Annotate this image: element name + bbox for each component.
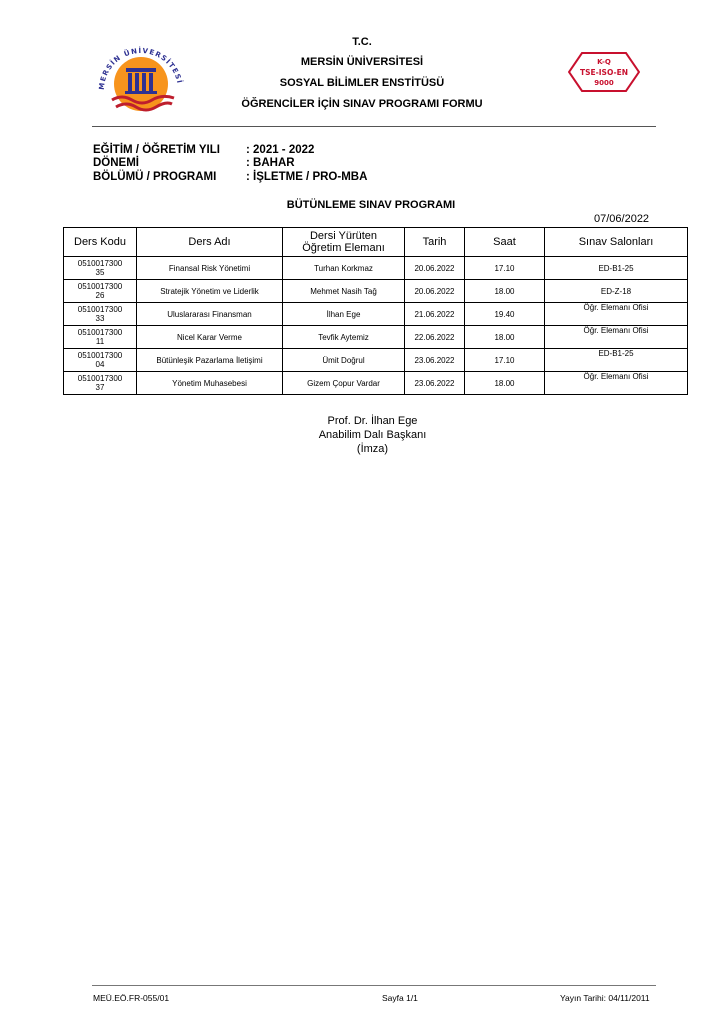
year-value: : 2021 - 2022 [246, 144, 315, 156]
lecturer-cell: Tevfik Aytemiz [283, 326, 405, 349]
course-code-main: 0510017300 [77, 259, 123, 268]
course-name-cell: Finansal Risk Yönetimi [137, 257, 283, 280]
course-code-main: 0510017300 [77, 328, 123, 337]
header-form-title: ÖĞRENCİLER İÇİN SINAV PROGRAMI FORMU [241, 98, 483, 110]
header-university: MERSİN ÜNİVERSİTESİ [300, 56, 424, 68]
header-room: Sınav Salonları [545, 228, 688, 257]
footer-divider [92, 985, 656, 986]
course-code-suffix: 11 [95, 337, 105, 346]
lecturer-cell: İlhan Ege [283, 303, 405, 326]
header-course-code: Ders Kodu [64, 228, 137, 257]
tse-iso-certificate-icon [568, 52, 640, 92]
signature-note: (İmza) [356, 443, 389, 455]
room-cell: Öğr. Elemanı Ofisi [545, 326, 688, 349]
course-code-suffix: 35 [95, 268, 105, 277]
date-cell: 21.06.2022 [405, 303, 465, 326]
course-name-cell: Bütünleşik Pazarlama İletişimi [137, 349, 283, 372]
course-code-suffix: 26 [95, 291, 105, 300]
course-code-main: 0510017300 [77, 374, 123, 383]
footer-form-code: MEÜ.EÖ.FR-055/01 [93, 993, 170, 1003]
section-title: BÜTÜNLEME SINAV PROGRAMI [286, 199, 456, 211]
course-code-main: 0510017300 [77, 305, 123, 314]
term-value: : BAHAR [246, 157, 295, 169]
header-lecturer-line1: Dersi Yürüten [309, 230, 378, 242]
header-date: Tarih [405, 228, 465, 257]
date-cell: 20.06.2022 [405, 280, 465, 303]
room-cell: ED-B1-25 [545, 257, 688, 280]
year-label: EĞİTİM / ÖĞRETİM YILI [93, 144, 220, 156]
logo-ring-text: MERSİN ÜNİVERSİTESİ [97, 46, 184, 91]
header-course-name: Ders Adı [137, 228, 283, 257]
header-institute: SOSYAL BİLİMLER ENSTİTÜSÜ [279, 77, 445, 89]
table-header-row [64, 228, 688, 257]
course-code-main: 0510017300 [77, 282, 123, 291]
certificate-line1: K-Q [597, 58, 611, 66]
course-code-cell [64, 349, 137, 372]
course-name-cell: Uluslararası Finansman [137, 303, 283, 326]
table-row [64, 349, 688, 372]
course-code-suffix: 37 [95, 383, 105, 392]
date-cell: 22.06.2022 [405, 326, 465, 349]
lecturer-cell: Mehmet Nasih Tağ [283, 280, 405, 303]
date-cell: 23.06.2022 [405, 349, 465, 372]
header-divider [92, 126, 656, 127]
signature-title: Anabilim Dalı Başkanı [318, 429, 427, 441]
course-code-cell [64, 280, 137, 303]
certificate-line3: 9000 [594, 79, 614, 87]
time-cell: 18.00 [465, 280, 545, 303]
course-code-cell [64, 372, 137, 395]
signature-name: Prof. Dr. İlhan Ege [327, 415, 418, 427]
room-cell: ED-B1-25 [545, 349, 688, 372]
time-cell: 17.10 [465, 257, 545, 280]
course-name-cell: Stratejik Yönetim ve Liderlik [137, 280, 283, 303]
time-cell: 17.10 [465, 349, 545, 372]
room-cell: Öğr. Elemanı Ofisi [545, 372, 688, 395]
lecturer-cell: Gizem Çopur Vardar [283, 372, 405, 395]
document-date: 07/06/2022 [594, 213, 650, 225]
table-row [64, 372, 688, 395]
course-code-main: 0510017300 [77, 351, 123, 360]
header-lecturer [283, 228, 405, 257]
program-label: BÖLÜMÜ / PROGRAMI [93, 171, 217, 183]
header-time: Saat [465, 228, 545, 257]
table-row [64, 257, 688, 280]
table-row [64, 280, 688, 303]
course-name-cell: Yönetim Muhasebesi [137, 372, 283, 395]
room-cell: ED-Z-18 [545, 280, 688, 303]
course-code-cell [64, 303, 137, 326]
time-cell: 18.00 [465, 326, 545, 349]
footer-page-number: Sayfa 1/1 [382, 993, 418, 1003]
program-value: : İŞLETME / PRO-MBA [246, 171, 368, 183]
time-cell: 19.40 [465, 303, 545, 326]
date-cell: 20.06.2022 [405, 257, 465, 280]
lecturer-cell: Ümit Doğrul [283, 349, 405, 372]
date-cell: 23.06.2022 [405, 372, 465, 395]
header-lecturer-line2: Öğretim Elemanı [302, 242, 385, 254]
lecturer-cell: Turhan Korkmaz [283, 257, 405, 280]
course-name-cell: Nicel Karar Verme [137, 326, 283, 349]
time-cell: 18.00 [465, 372, 545, 395]
header-tc: T.C. [352, 36, 372, 48]
course-code-cell [64, 326, 137, 349]
footer-publish-date: Yayın Tarihi: 04/11/2011 [560, 993, 650, 1003]
room-cell: Öğr. Elemanı Ofisi [545, 303, 688, 326]
term-label: DÖNEMİ [93, 157, 139, 169]
table-row [64, 303, 688, 326]
table-row [64, 326, 688, 349]
certificate-line2: TSE-ISO-EN [580, 68, 628, 77]
exam-schedule-table [63, 227, 688, 395]
course-code-suffix: 33 [95, 314, 105, 323]
course-code-suffix: 04 [95, 360, 105, 369]
course-code-cell [64, 257, 137, 280]
